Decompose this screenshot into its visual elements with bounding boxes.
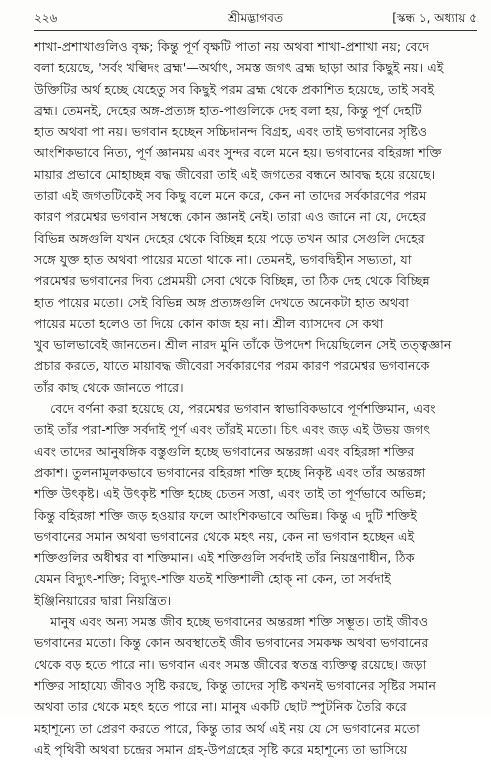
text-line: ব্রহ্ম। তেমনই, দেহের অঙ্গ-প্রত্যঙ্গ হাত-পাগুলিকে দেহ বলা হয়, কিন্তু পূর্ণ দেহটি xyxy=(34,102,422,118)
paragraph xyxy=(34,398,477,611)
chapter-reference: [স্কন্ধ ১, অধ্যায় ৫ xyxy=(392,11,477,25)
text-line: এই পৃথিবী অথবা চন্দ্রের সমান গ্রহ-উপগ্রহের সৃষ্টি করে মহাশূন্যে তা ভাসিয়ে xyxy=(34,741,408,757)
header-rule xyxy=(34,30,477,31)
text-line: উক্তিটির অর্থ হচ্ছে যেহেতু সব কিছুই পরম ব্রহ্ম থেকে প্রকাশিত হয়েছে, তাই সবই xyxy=(34,81,435,97)
text-line: বিভিন্ন অঙ্গগুলি যখন দেহের থেকে বিচ্ছিন্ন হয়ে পড়ে তখন আর সেগুলি দেহের xyxy=(34,230,425,246)
text-line: বলা হয়েছে, 'সর্বং খল্বিদং ব্রহ্ম'—অর্থাৎ, সমস্ত জগৎ ব্রহ্ম ছাড়া আর কিছুই নয়। এই xyxy=(34,60,444,76)
text-line: কারণ পরমেশ্বর ভগবান সম্বন্ধে কোন জ্ঞানই নেই। তারা এও জানে না যে, দেহের xyxy=(34,209,427,225)
text-line: হাত অথবা পা নয়। ভগবান হচ্ছেন সচ্চিদানন্দ বিগ্রহ, এবং তাই ভগবানের সৃষ্টিও xyxy=(34,124,428,140)
paragraph xyxy=(34,36,477,398)
text-line: শক্তিগুলির অধীশ্বর বা শক্তিমান। এই শক্তিগুলি সর্বদাই তাঁর নিয়ন্ত্রণাধীন, ঠিক xyxy=(34,550,415,566)
text-line: তারা এই জগতটিকেই সব কিছু বলে মনে করে, কেন না তাদের সর্বকারণের পরম xyxy=(34,188,427,204)
text-line: যেমন বিদ্যুৎ-শক্তি; বিদ্যুৎ-শক্তি যতই শক্তিশালী হোক্ না কেন, তা সর্বদাই xyxy=(34,571,391,587)
text-line: পরমেশ্বর ভগবানের দিব্য প্রেমময়ী সেবা থেকে বিচ্ছিন্ন, তা ঠিক দেহ থেকে বিচ্ছিন্ন xyxy=(34,273,430,289)
text-line: হাত পায়ের মতো। সেই বিভিন্ন অঙ্গ প্রত্যঙ্গগুলি দেখতে অনেকটা হাত অথবা xyxy=(34,294,409,310)
text-line: শক্তি উৎকৃষ্ট। এই উৎকৃষ্ট শক্তি হচ্ছে চেতন সত্তা, এবং তাই তা পূর্ণভাবে অভিন্ন; xyxy=(34,486,427,502)
text-line: পায়ের মতো হলেও তা দিয়ে কোন কাজ হয় না। শ্রীল ব্যাসদেব সে কথা xyxy=(34,315,384,331)
text-line: শক্তির সাহায্যে জীবও সৃষ্টি করছে, কিন্তু তাদের সৃষ্টি কখনই ভগবানের সৃষ্টির সমান xyxy=(34,677,437,693)
text-line: থেকে বড় হতে পারে না। ভগবান এবং সমস্ত জীবের স্বতন্ত্র ব্যক্তিত্ব রয়েছে। জড়া xyxy=(34,656,427,672)
text-line: মায়ার প্রভাবে মোহাচ্ছন্ন বদ্ধ জীবেরা তাই এই জগতের বন্ধনে আবদ্ধ হয়ে রয়েছে। xyxy=(34,166,436,182)
book-title: শ্রীমদ্ভাগবত xyxy=(227,11,283,25)
text-line: মানুষ এবং অন্য সমস্ত জীব হচ্ছে ভগবানের অন্তরঙ্গা শক্তি সম্ভূত। তাই জীবও xyxy=(34,614,429,630)
text-line: মহাশূন্যে তা প্রেরণ করতে পারে, কিন্তু তার অর্থ এই নয় যে সে ভগবানের মতো xyxy=(34,720,420,736)
text-line: শাখা-প্রশাখাগুলিও বৃক্ষ; কিন্তু পূর্ণ বৃক্ষটি পাতা নয় অথবা শাখা-প্রশাখা নয়; বেদে xyxy=(34,39,430,54)
page-header xyxy=(34,6,477,30)
text-line: আংশিকভাবে নিত্য, পূর্ণ জ্ঞানময় এবং সুন্দর বলে মনে হয়। ভগবানের বহিরঙ্গা শক্তি xyxy=(34,145,442,161)
text-line: সঙ্গে যুক্ত হাত অথবা পায়ের মতো থাকে না। তেমনই, ভগবদ্বিহীন সভ্যতা, যা xyxy=(34,251,412,267)
page-number: ২২৬ xyxy=(34,11,58,25)
text-line: খুব ভালভাবেই জানতেন। শ্রীল নারদ মুনি তাঁকে উপদেশ দিয়েছিলেন সেই তত্ত্বজ্ঞান xyxy=(34,337,452,353)
text-line: অথবা তার থেকে মহৎ হতে পারে না। মানুষ একটি ছোট স্পুটনিক তৈরি করে xyxy=(34,699,407,715)
text-line: ভগবানের সমান অথবা ভগবানের থেকে মহৎ নয়, কেন না ভগবান হচ্ছেন এই xyxy=(34,528,415,544)
text-line: তাই তাঁর পরা-শক্তি সর্বদাই পূর্ণ এবং তাঁরই মতো। চিৎ এবং জড় এই উভয় জগৎ xyxy=(34,422,431,438)
text-line: ভগবানের মতো। কিন্তু কোন অবস্থাতেই জীব ভগবানের সমকক্ষ অথবা ভগবানের xyxy=(34,635,429,651)
page-body xyxy=(34,36,477,757)
text-line: তাঁর কাছ থেকে জানতে পারে। xyxy=(34,379,184,395)
text-line: ইঞ্জিনিয়ারের দ্বারা নিয়ন্ত্রিত। xyxy=(34,592,172,608)
text-line: কিন্তু বহিরঙ্গা শক্তি জড় হওয়ার ফলে আংশিকভাবে অভিন্ন। কিন্তু এ দুটি শক্তিই xyxy=(34,507,417,523)
text-line: প্রচার করতে, যাতে মায়াবদ্ধ জীবেরা সর্বকারণের পরম কারণ পরমেশ্বর ভগবানকে xyxy=(34,358,430,374)
paragraph xyxy=(34,611,477,760)
text-line: প্রকাশ। তুলনামূলকভাবে ভগবানের বহিরঙ্গা শক্তি হচ্ছে নিকৃষ্ট এবং তাঁর অন্তরঙ্গা xyxy=(34,464,426,480)
text-line: এবং তাদের আনুষঙ্গিক বস্তুগুলি হচ্ছে ভগবানের অন্তরঙ্গা এবং বহিরঙ্গা শক্তির xyxy=(34,443,415,459)
text-line: বেদে বর্ণনা করা হয়েছে যে, পরমেশ্বর ভগবান স্বাভাবিকভাবে পূর্ণশক্তিমান, এবং xyxy=(34,401,436,417)
